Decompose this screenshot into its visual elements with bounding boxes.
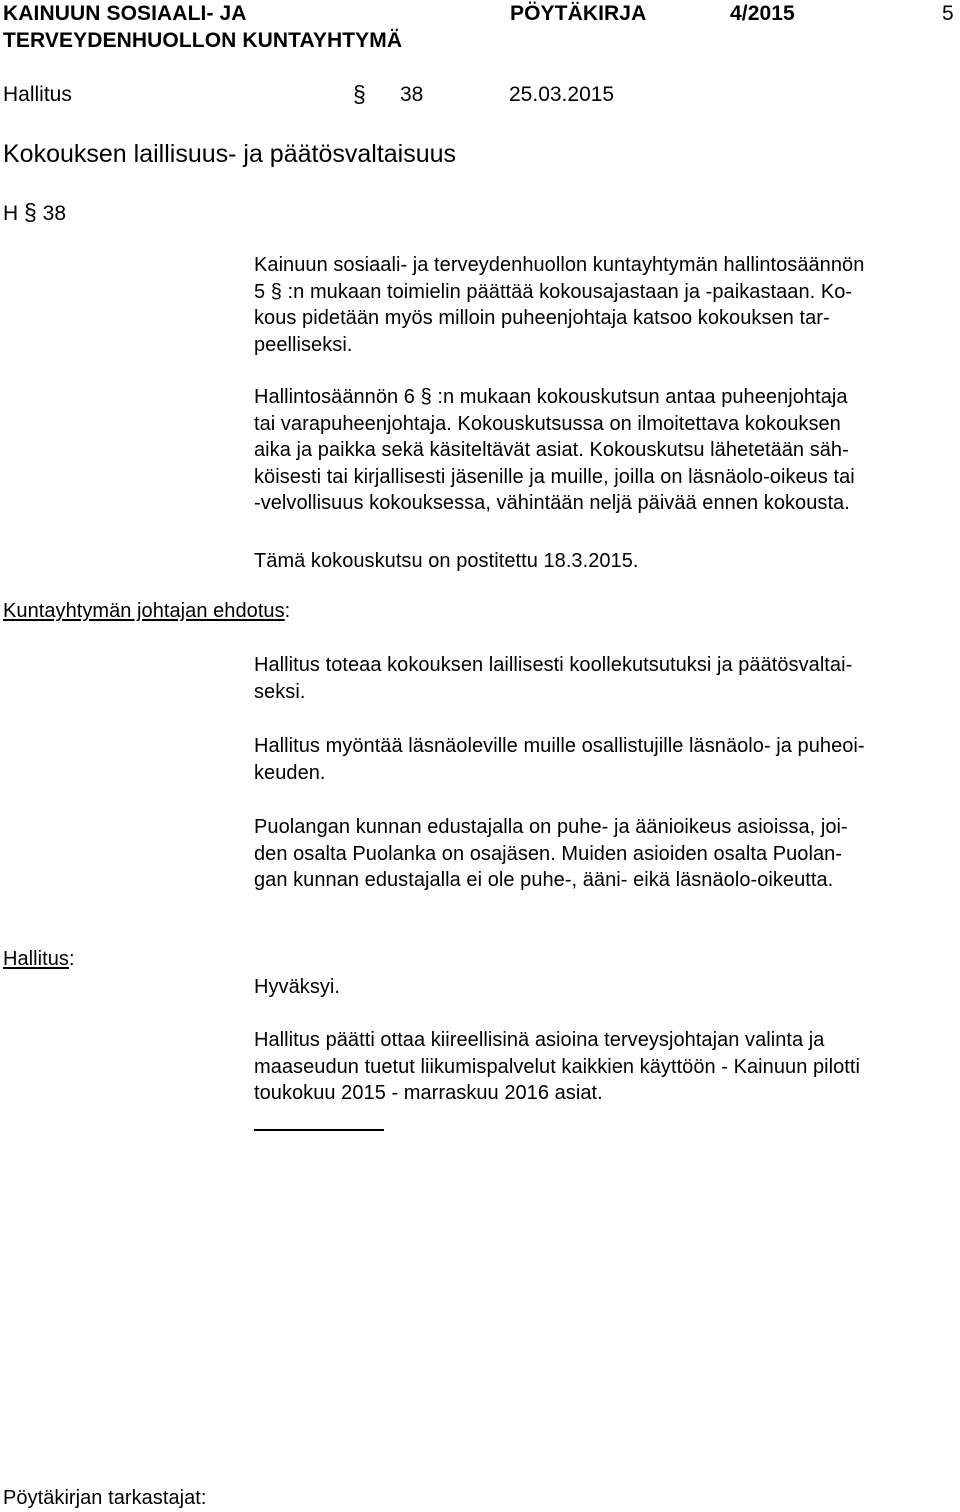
text-line: maaseudun tuetut liikumispalvelut kaikkien käyttöön - Kainuun pilotti: [254, 1055, 861, 1078]
proposal-paragraph-3: [254, 814, 958, 894]
text-line: -velvollisuus kokouksessa, vähintään neljä päivää ennen kokousta.: [254, 492, 850, 514]
doc-number: 4/2015: [730, 2, 795, 25]
doc-type: PÖYTÄKIRJA: [510, 2, 647, 25]
proposal-paragraph-2: [254, 733, 958, 786]
page-number: 5: [942, 2, 954, 25]
meeting-date: 25.03.2015: [509, 83, 615, 106]
text-line: Hallitus myöntää läsnäoleville muille osallistujille läsnäolo- ja puheoi-: [254, 735, 865, 757]
text-line: toukokuu 2015 - marraskuu 2016 asiat.: [254, 1082, 603, 1104]
text-line: gan kunnan edustajalla ei ole puhe-, ääni- eikä läsnäolo-oikeutta.: [254, 869, 834, 891]
section-sign-icon: §: [353, 81, 366, 107]
text-line: Hallitus päätti ottaa kiireellisinä asioina terveysjohtajan valinta ja: [254, 1029, 825, 1051]
text-line: Hallitus toteaa kokouksen laillisesti koollekutsutuksi ja päätösvaltai-: [254, 654, 853, 676]
footer-checkers-label: Pöytäkirjan tarkastajat:: [3, 1487, 207, 1509]
text-line: 5 § :n mukaan toimielin päättää kokousajastaan ja -paikastaan. Ko-: [254, 280, 853, 303]
text-line: kous pidetään myös milloin puheenjohtaja katsoo kokouksen tar-: [254, 307, 830, 329]
intro-paragraph-3: [254, 548, 958, 575]
org-name-line1: KAINUUN SOSIAALI- JA: [3, 2, 247, 25]
proposal-label: Kuntayhtymän johtajan ehdotus:: [3, 600, 291, 622]
page-title: Kokouksen laillisuus- ja päätösvaltaisuus: [3, 140, 457, 168]
decision-label: Hallitus:: [3, 948, 75, 970]
divider-line: [254, 1129, 384, 1131]
text-line: Puolangan kunnan edustajalla on puhe- ja äänioikeus asioissa, joi-: [254, 816, 848, 838]
text-line: seksi.: [254, 680, 306, 703]
case-ref: [3, 199, 66, 226]
text-line: Hyväksyi.: [254, 976, 341, 998]
text-line: aika ja paikka sekä käsiteltävät asiat. Kokouskutsu lähetetään säh-: [254, 439, 849, 461]
org-name-line2: TERVEYDENHUOLLON KUNTAYHTYMÄ: [3, 29, 403, 52]
text-line: tai varapuheenjohtaja. Kokouskutsussa on ilmoitettava kokouksen: [254, 412, 841, 435]
case-ref-prefix: H: [3, 202, 19, 225]
case-ref-number: 38: [42, 202, 67, 225]
section-sign-icon: §: [24, 199, 37, 225]
decision-result: [254, 974, 958, 1001]
text-line: Hallintosäännön 6 § :n mukaan kokouskutsun antaa puheenjohtaja: [254, 386, 848, 408]
intro-paragraph-1: [254, 252, 958, 358]
meeting-body: Hallitus: [3, 83, 72, 106]
text-line: den osalta Puolanka on osajäsen. Muiden asioiden osalta Puolan-: [254, 842, 843, 865]
text-line: peelliseksi.: [254, 333, 353, 356]
meeting-section-number: 38: [400, 83, 424, 106]
text-line: Kainuun sosiaali- ja terveydenhuollon kuntayhtymän hallintosäännön: [254, 254, 865, 276]
intro-paragraph-2: [254, 384, 958, 517]
text-line: köisesti tai kirjallisesti jäsenille ja muille, joilla on läsnäolo-oikeus tai: [254, 465, 855, 488]
proposal-label-text: Kuntayhtymän johtajan ehdotus: [3, 600, 285, 622]
decision-label-text: Hallitus: [3, 948, 69, 970]
text-line: Tämä kokouskutsu on postitettu 18.3.2015.: [254, 550, 639, 572]
proposal-paragraph-1: [254, 652, 958, 705]
decision-paragraph-2: [254, 1027, 958, 1107]
text-line: keuden.: [254, 761, 326, 784]
